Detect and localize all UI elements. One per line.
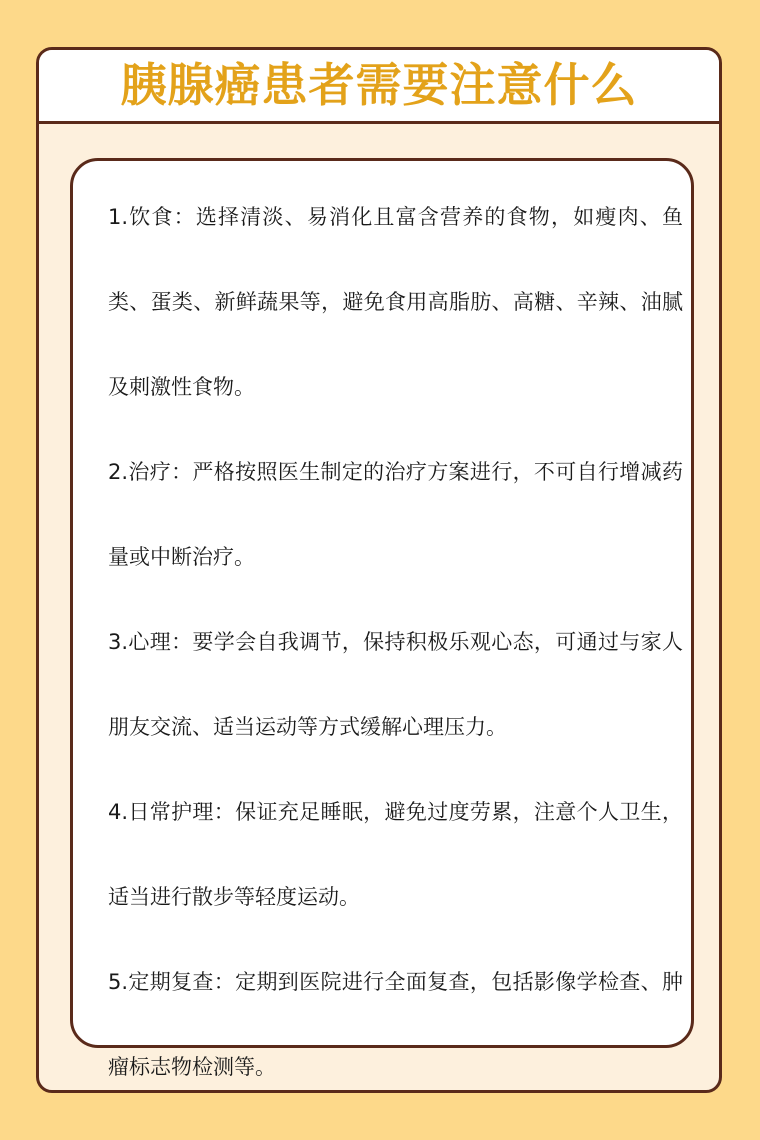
tips-list [108,175,683,1093]
title-bar [39,50,719,124]
tip-item-treatment: 2.治疗：严格按照医生制定的治疗方案进行，不可自行增减药量或中断治疗。 [108,460,683,569]
tip-item-psychology: 3.心理：要学会自我调节，保持积极乐观心态，可通过与家人朋友交流、适当运动等方式缓解心理压力。 [108,630,683,739]
tip-item-daily-care: 4.日常护理：保证充足睡眠，避免过度劳累，注意个人卫生，适当进行散步等轻度运动。 [108,800,683,909]
content-card [70,158,694,1079]
tip-item-checkup: 5.定期复查：定期到医院进行全面复查，包括影像学检查、肿瘤标志物检测等。 [108,970,683,1079]
page-title: 胰腺癌患者需要注意什么 [120,57,638,112]
outer-card [36,47,722,1093]
tip-item-diet: 1.饮食：选择清淡、易消化且富含营养的食物，如瘦肉、鱼类、蛋类、新鲜蔬果等，避免食用高脂肪、高糖、辛辣、油腻及刺激性食物。 [108,205,683,399]
